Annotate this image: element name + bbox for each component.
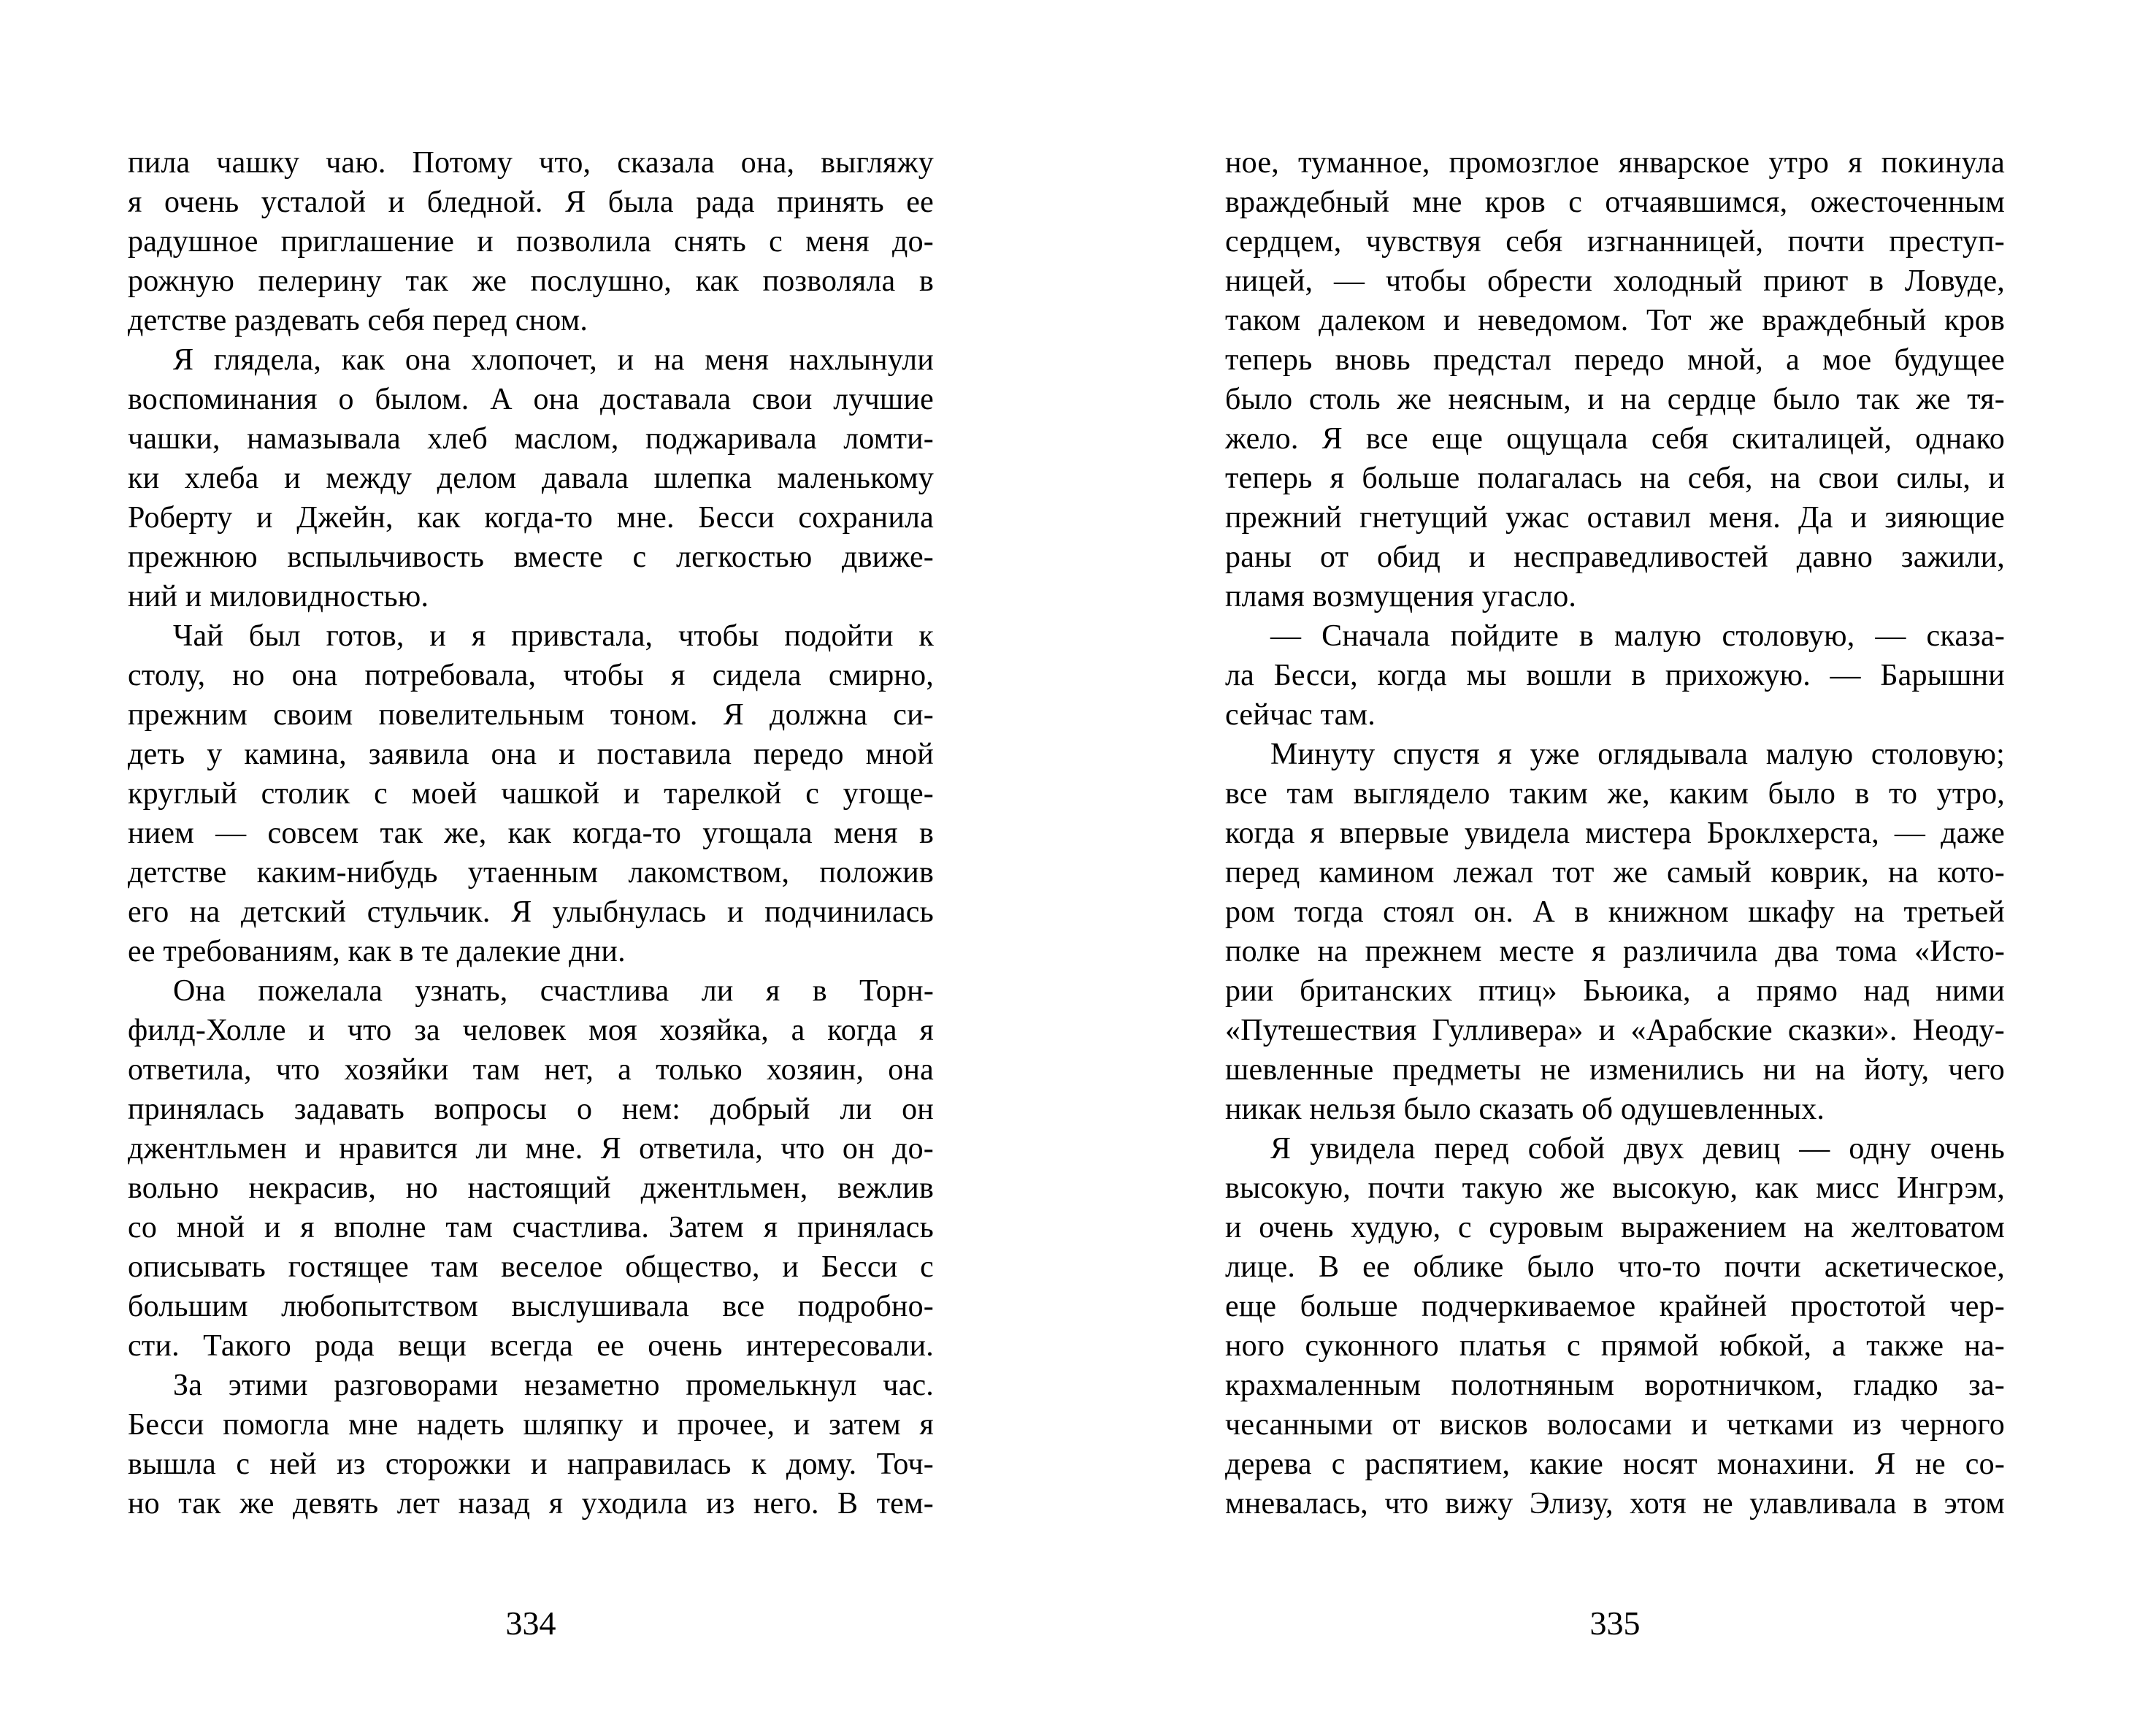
text-line: шевленные предметы не изменились ни на йоту, чего — [1225, 1053, 2005, 1087]
text-line: детстве раздевать себя перед сном. — [128, 304, 588, 337]
text-line: перед камином лежал тот же самый коврик, на кото- — [1225, 856, 2005, 890]
text-line: но так же девять лет назад я уходила из него. В тем- — [128, 1487, 934, 1521]
text-line: чесанными от висков волосами и четками из черного — [1225, 1408, 2005, 1442]
text-line: принялась задавать вопросы о нем: добрый ли он — [128, 1093, 934, 1126]
text-line: пламя возмущения угасло. — [1225, 580, 1577, 613]
text-line: Чай был готов, и я привстала, чтобы подойти к — [173, 619, 934, 653]
text-line: вольно некрасив, но настоящий джентльмен, вежлив — [128, 1171, 934, 1205]
text-line: лице. В ее облике было что-то почти аскетическое, — [1225, 1250, 2005, 1284]
text-line: радушное приглашение и позволила снять с меня до- — [128, 225, 934, 259]
text-line: деть у камина, заявила она и поставила передо мной — [128, 738, 934, 771]
text-line: высокую, почти такую же высокую, как мисс Ингрэм, — [1225, 1171, 2005, 1205]
text-line: сердцем, чувствуя себя изгнанницей, почти преступ- — [1225, 225, 2005, 259]
text-line: детстве каким-нибудь утаенным лакомством, положив — [128, 856, 934, 890]
text-line: жело. Я все еще ощущала себя скиталицей, однако — [1225, 422, 2005, 456]
text-line: Я увидела перед собой двух девиц — одну очень — [1270, 1132, 2005, 1166]
text-line: чашки, намазывала хлеб маслом, поджаривала ломти- — [128, 422, 934, 456]
text-line: когда я впервые увидела мистера Броклхерста, — даже — [1225, 816, 2005, 850]
page-number-left: 334 — [505, 1604, 556, 1642]
text-line: вышла с ней из сторожки и направилась к дому. Точ- — [128, 1447, 934, 1481]
text-line: теперь я больше полагалась на себя, на свои силы, и — [1225, 462, 2005, 495]
text-line: джентльмен и нравится ли мне. Я ответила, что он до- — [128, 1132, 934, 1166]
text-line: ний и миловидностью. — [128, 580, 429, 613]
text-line: мневалась, что вижу Элизу, хотя не улавливала в этом — [1225, 1487, 2005, 1521]
text-line: сейчас там. — [1225, 698, 1376, 732]
text-line: пила чашку чаю. Потому что, сказала она, выгляжу — [128, 146, 934, 180]
text-line: Я глядела, как она хлопочет, и на меня нахлынули — [173, 343, 934, 377]
text-line: я очень усталой и бледной. Я была рада принять ее — [128, 185, 934, 219]
text-line: раны от обид и несправедливостей давно зажили, — [1225, 540, 2005, 574]
left-page-text-column — [128, 143, 934, 1523]
text-line: Минуту спустя я уже оглядывала малую столовую; — [1270, 738, 2005, 771]
text-line: филд-Холле и что за человек моя хозяйка, а когда я — [128, 1014, 934, 1047]
text-line: ром тогда стоял он. А в книжном шкафу на третьей — [1225, 895, 2005, 929]
text-line: крахмаленным полотняным воротничком, гладко за- — [1225, 1369, 2005, 1402]
text-line: со мной и я вполне там счастлива. Затем я принялась — [128, 1211, 934, 1244]
text-line: все там выглядело таким же, каким было в то утро, — [1225, 777, 2005, 811]
page-number-right: 335 — [1589, 1604, 1641, 1642]
text-line: враждебный мне кров с отчаявшимся, ожесточенным — [1225, 185, 2005, 219]
text-line: рии британских птиц» Бьюика, а прямо над ними — [1225, 974, 2005, 1008]
text-line: За этими разговорами незаметно промелькнул час. — [173, 1369, 934, 1402]
right-page-text-column — [1225, 143, 2005, 1523]
text-line: воспоминания о былом. А она доставала свои лучшие — [128, 383, 934, 416]
text-line: нием — совсем так же, как когда-то угощала меня в — [128, 816, 934, 850]
text-line: ное, туманное, промозглое январское утро я покинула — [1225, 146, 2005, 180]
text-line: рожную пелерину так же послушно, как позволяла в — [128, 264, 934, 298]
text-line: дерева с распятием, какие носят монахини. Я не со- — [1225, 1447, 2005, 1481]
text-line: полке на прежнем месте я различила два тома «Исто- — [1225, 935, 2005, 968]
text-line: таком далеком и неведомом. Тот же враждебный кров — [1225, 304, 2005, 337]
text-line: «Путешествия Гулливера» и «Арабские сказки». Неоду- — [1225, 1014, 2005, 1047]
text-line: столу, но она потребовала, чтобы я сидела смирно, — [128, 659, 934, 692]
text-line: ла Бесси, когда мы вошли в прихожую. — Барышни — [1225, 659, 2005, 692]
text-line: прежнюю вспыльчивость вместе с легкостью движе- — [128, 540, 934, 574]
text-line: сти. Такого рода вещи всегда ее очень интересовали. — [128, 1329, 934, 1363]
text-line: его на детский стульчик. Я улыбнулась и подчинилась — [128, 895, 934, 929]
text-line: теперь вновь предстал передо мной, а мое будущее — [1225, 343, 2005, 377]
text-line: никак нельзя было сказать об одушевленных. — [1225, 1093, 1825, 1126]
text-line: ответила, что хозяйки там нет, а только хозяин, она — [128, 1053, 934, 1087]
text-line: большим любопытством выслушивала все подробно- — [128, 1290, 934, 1323]
text-line: прежним своим повелительным тоном. Я должна си- — [128, 698, 934, 732]
text-line: Бесси помогла мне надеть шляпку и прочее, и затем я — [128, 1408, 934, 1442]
text-line: ницей, — чтобы обрести холодный приют в Ловуде, — [1225, 264, 2005, 298]
text-line: еще больше подчеркиваемое крайней простотой чер- — [1225, 1290, 2005, 1323]
text-line: Она пожелала узнать, счастлива ли я в Торн- — [173, 974, 934, 1008]
text-line: прежний гнетущий ужас оставил меня. Да и зияющие — [1225, 501, 2005, 535]
text-line: Роберту и Джейн, как когда-то мне. Бесси сохранила — [128, 501, 934, 535]
text-line: и очень худую, с суровым выражением на желтоватом — [1225, 1211, 2005, 1244]
text-line: описывать гостящее там веселое общество, и Бесси с — [128, 1250, 934, 1284]
text-line: ного суконного платья с прямой юбкой, а также на- — [1225, 1329, 2005, 1363]
text-line: — Сначала пойдите в малую столовую, — сказа- — [1270, 619, 2005, 653]
text-line: ее требованиям, как в те далекие дни. — [128, 935, 626, 968]
text-line: круглый столик с моей чашкой и тарелкой с угоще- — [128, 777, 934, 811]
text-line: ки хлеба и между делом давала шлепка маленькому — [128, 462, 934, 495]
text-line: было столь же неясным, и на сердце было так же тя- — [1225, 383, 2005, 416]
